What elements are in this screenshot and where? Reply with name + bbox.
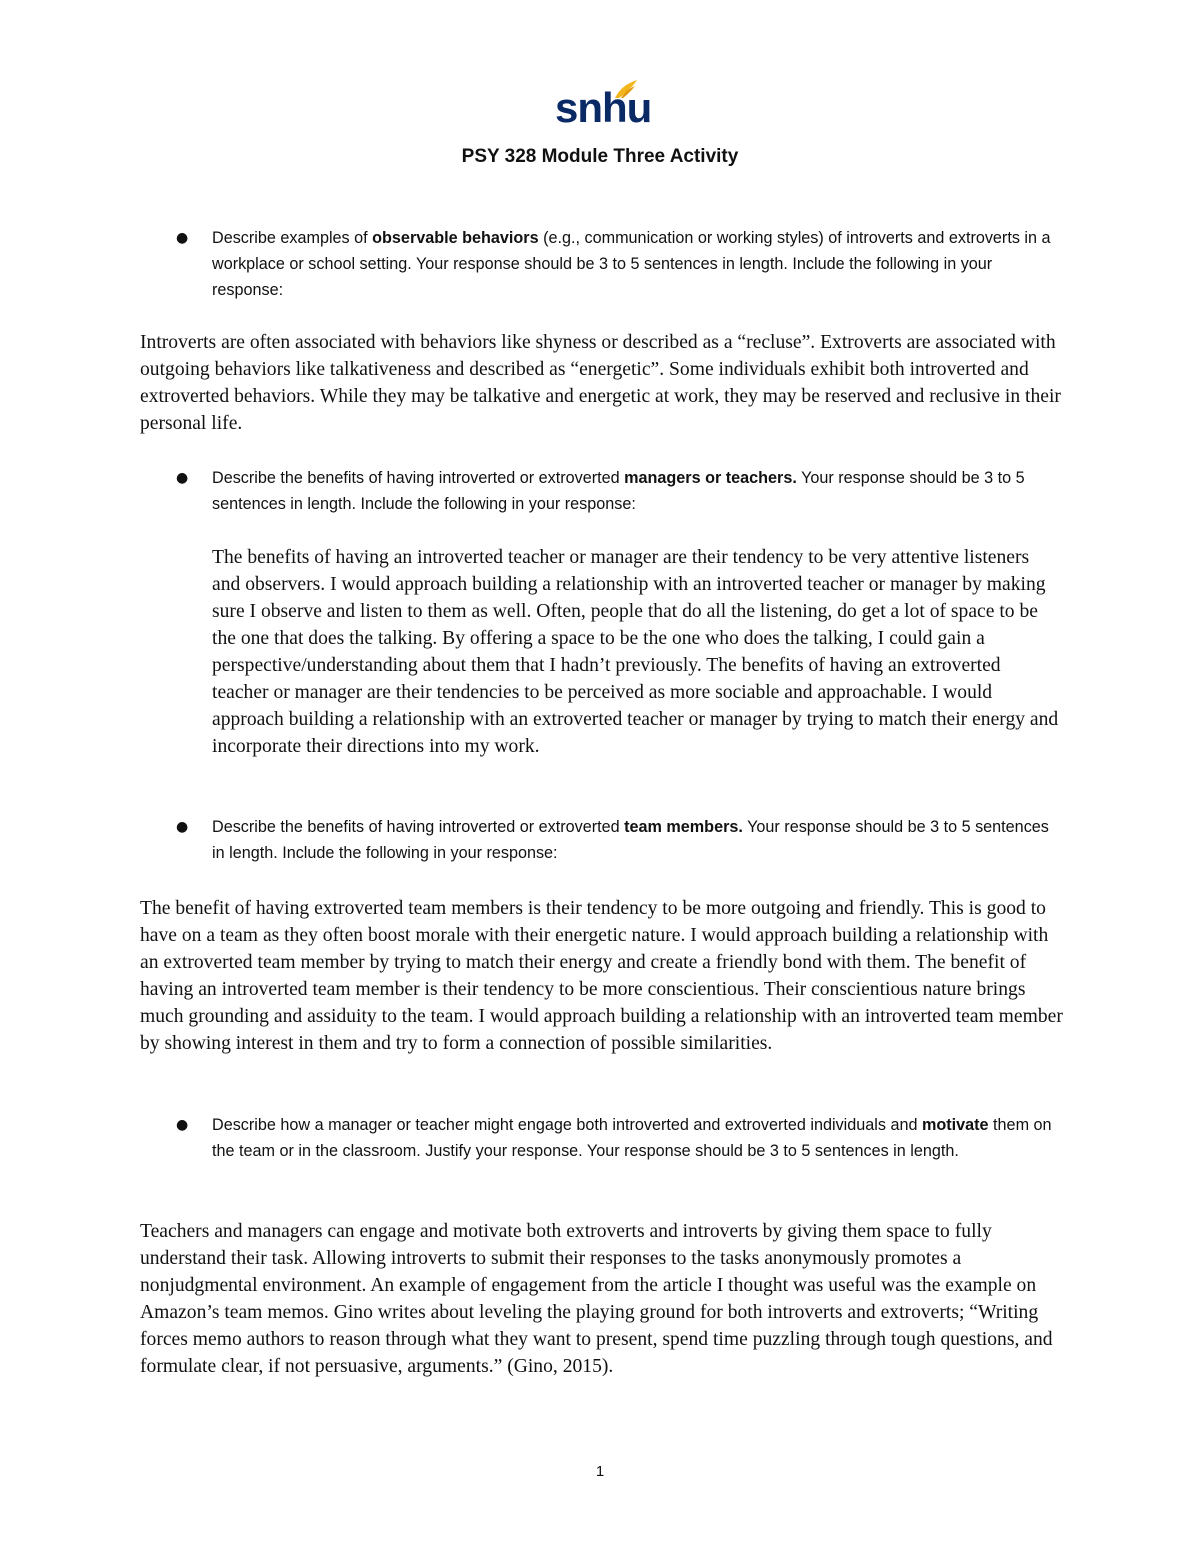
prompt-emphasis: managers or teachers. — [624, 469, 797, 487]
prompt-text: Your response should be 3 to 5 sentences in length. Include the following in your response: — [212, 818, 1049, 862]
document-title: PSY 328 Module Three Activity — [461, 146, 739, 167]
prompt-emphasis: observable behaviors — [372, 229, 539, 247]
bullet-icon: ● — [176, 230, 189, 246]
bullet-icon: ● — [176, 819, 189, 835]
prompt-text: them on the team or in the classroom. Justify your response. Your response should be 3 to 5 sentences in length. — [212, 1116, 1052, 1160]
snhu-logo — [555, 78, 652, 134]
bullet-icon: ● — [176, 470, 189, 486]
answer-paragraph-2: The benefits of having an introverted teacher or manager are their tendency to be very attentive listeners and observers. I would approach building a relationship with an introverted teacher or manager by making sure I observe and listen to them as well. Often, people that do all the listening, do get a lot of space to be the one that does the talking. By offering a space to be the one who does the talking, I could gain a perspective/understanding about them that I hadn’t previously. The benefits of having an extroverted teacher or manager are their tendencies to be perceived as more sociable and approachable. I would approach building a relationship with an extroverted teacher or manager by trying to match their energy and incorporate their directions into my work. — [212, 547, 1059, 757]
prompt-text: Your response should be 3 to 5 sentences in length. Include the following in your response: — [212, 469, 1025, 513]
prompt-emphasis: motivate — [921, 1116, 989, 1134]
prompt-text: Describe how a manager or teacher might engage both introverted and extroverted individuals and — [212, 1116, 922, 1134]
question-prompt-4 — [212, 1112, 1064, 1164]
answer-paragraph-4: Teachers and managers can engage and motivate both extroverts and introverts by giving them space to fully understand their task. Allowing introverts to submit their responses to the tasks anonymously promotes a nonjudgmental environment. An example of engagement from the article I thought was useful was the example on Amazon’s team memos. Gino writes about leveling the playing ground for both introverts and extroverts; “Writing forces memo authors to reason through what they want to present, spend time puzzling through tough questions, and formulate clear, if not persuasive, arguments.” (Gino, 2015). — [140, 1221, 1053, 1377]
prompt-text: Describe the benefits of having introverted or extroverted — [212, 469, 625, 487]
answer-paragraph-1: Introverts are often associated with behaviors like shyness or described as a “recluse”. Extroverts are associated with outgoing behaviors like talkativeness and described as “energetic”. Some individuals exhibit both introverted and extroverted behaviors. While they may be talkative and energetic at work, they may be reserved and reclusive in their personal life. — [140, 332, 1061, 434]
bullet-icon: ● — [176, 1117, 189, 1133]
answer-paragraph-3: The benefit of having extroverted team members is their tendency to be more outgoing and friendly. This is good to have on a team as they often boost morale with their energetic nature. I would approach building a relationship with an extroverted team member by trying to match their energy and create a friendly bond with them. The benefit of having an introverted team member is their tendency to be more conscientious. Their conscientious nature brings much grounding and assiduity to the team. I would approach building a relationship with an introverted team member by showing interest in them and try to form a connection of possible similarities. — [140, 898, 1063, 1054]
prompt-text: Describe the benefits of having introverted or extroverted — [212, 818, 625, 836]
logo-text: snhu — [555, 84, 652, 131]
prompt-emphasis: team members. — [624, 818, 743, 836]
question-prompt-2 — [212, 465, 1064, 517]
question-prompt-3 — [212, 814, 1064, 866]
prompt-text: (e.g., communication or working styles) of introverts and extroverts in a workplace or school setting. Your response should be 3 to 5 sentences in length. Include the following in your response: — [212, 229, 1051, 299]
question-prompt-1 — [212, 225, 1064, 303]
prompt-text: Describe examples of — [212, 229, 373, 247]
page-number: 1 — [595, 1463, 605, 1480]
